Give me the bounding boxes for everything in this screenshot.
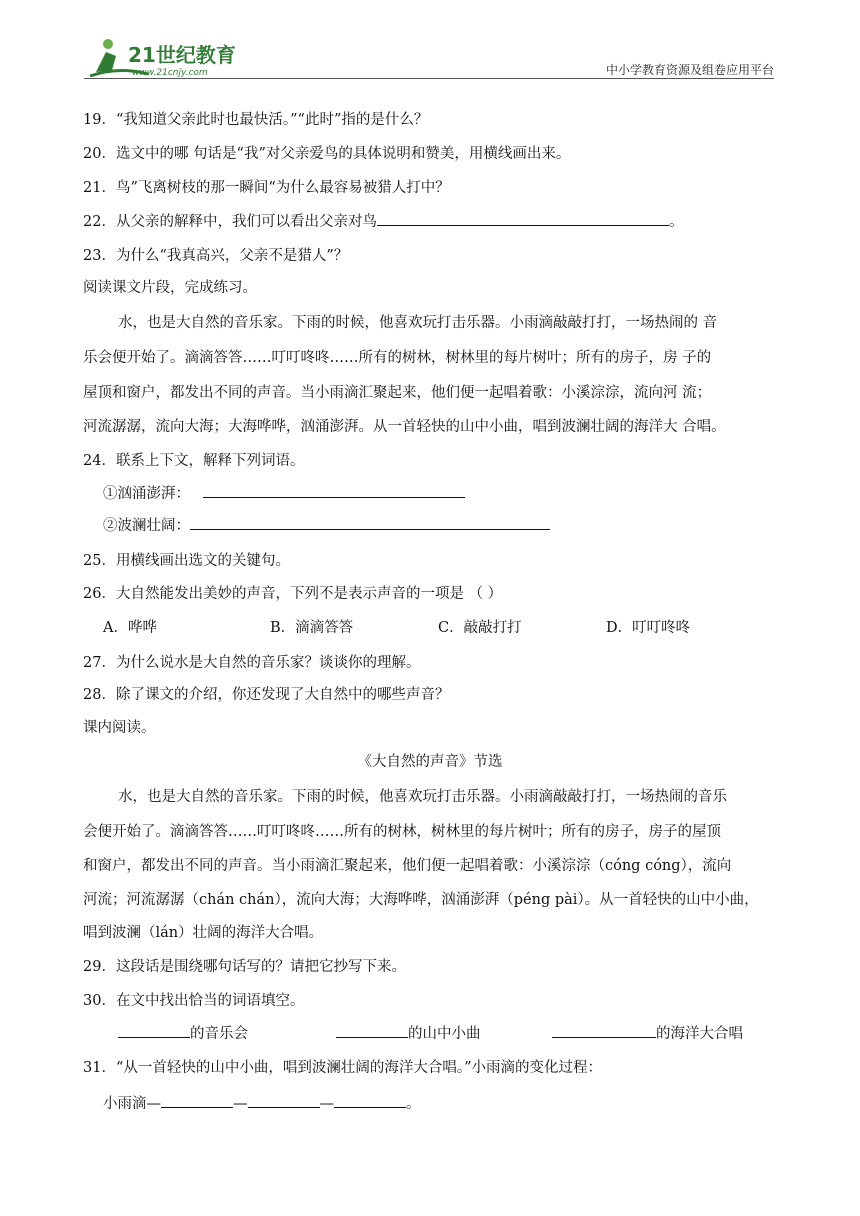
fill-blank-3 bbox=[552, 1022, 743, 1043]
answer-blank[interactable] bbox=[118, 1023, 190, 1038]
question-29: 29．这段话是围绕哪句话写的？请把它抄写下来。 bbox=[83, 959, 406, 975]
logo-icon bbox=[88, 36, 258, 80]
question-19: 19．“我知道父亲此时也最快活。”“此时”指的是什么？ bbox=[83, 112, 429, 128]
logo-text: 21世纪教育 bbox=[128, 43, 236, 67]
question-20: 20．选文中的哪 句话是“我”对父亲爱鸟的具体说明和赞美，用横线画出来。 bbox=[83, 146, 571, 162]
answer-blank[interactable] bbox=[377, 211, 669, 226]
question-30: 30．在文中找出恰当的词语填空。 bbox=[83, 993, 305, 1009]
option-c[interactable]: C．敲敲打打 bbox=[438, 620, 522, 636]
answer-blank[interactable] bbox=[336, 1023, 408, 1038]
question-25: 25．用横线画出选文的关键句。 bbox=[83, 553, 290, 569]
question-28: 28．除了课文的介绍，你还发现了大自然中的哪些声音？ bbox=[83, 687, 450, 703]
passage-1-line: 乐会便开始了。滴滴答答……叮叮咚咚……所有的树林，树林里的每片树叶；所有的房子，房 子的 bbox=[83, 350, 712, 366]
answer-blank[interactable] bbox=[552, 1023, 656, 1038]
question-24-item-1 bbox=[103, 482, 465, 503]
reading-intro-1: 阅读课文片段，完成练习。 bbox=[83, 280, 257, 296]
item-label: ①汹涌澎湃： bbox=[103, 486, 190, 502]
question-27: 27．为什么说水是大自然的音乐家？谈谈你的理解。 bbox=[83, 655, 421, 671]
option-d[interactable]: D．叮叮咚咚 bbox=[606, 620, 691, 636]
passage-1-line: 河流潺潺，流向大海；大海哗哗，汹涌澎湃。从一首轻快的山中小曲，唱到波澜壮阔的海洋大 合唱。 bbox=[83, 419, 726, 435]
passage-title: 《大自然的声音》节选 bbox=[357, 754, 503, 770]
fill-label: 的山中小曲 bbox=[408, 1026, 481, 1042]
fill-blank-2 bbox=[336, 1022, 481, 1043]
logo-url: www.21cnjy.com bbox=[132, 68, 208, 78]
fill-label: 的音乐会 bbox=[190, 1026, 248, 1042]
platform-name: 中小学教育资源及组卷应用平台 bbox=[605, 63, 774, 77]
question-24-item-2 bbox=[103, 514, 550, 535]
chain-sep: — bbox=[233, 1096, 248, 1112]
answer-blank[interactable] bbox=[203, 483, 465, 498]
passage-1-line: 水，也是大自然的音乐家。下雨的时候，他喜欢玩打击乐器。小雨滴敲敲打打，一场热闹的 音 bbox=[118, 315, 718, 331]
reading-intro-2: 课内阅读。 bbox=[83, 720, 156, 736]
header-divider bbox=[84, 78, 774, 79]
chain-start: 小雨滴— bbox=[103, 1096, 161, 1112]
page-header bbox=[0, 0, 860, 82]
passage-1-line: 屋顶和窗户，都发出不同的声音。当小雨滴汇聚起来，他们便一起唱着歌：小溪淙淙，流向河 流； bbox=[83, 385, 712, 401]
chain-end: 。 bbox=[406, 1096, 421, 1112]
item-label: ②波澜壮阔： bbox=[103, 518, 190, 534]
passage-2-line: 会便开始了。滴滴答答……叮叮咚咚……所有的树林，树林里的每片树叶；所有的房子，房子的屋顶 bbox=[83, 824, 721, 840]
question-21: 21．鸟”飞离树枝的那一瞬间“为什么最容易被猎人打中？ bbox=[83, 180, 450, 196]
answer-blank[interactable] bbox=[334, 1093, 406, 1108]
question-22-end: 。 bbox=[668, 214, 684, 230]
answer-blank[interactable] bbox=[248, 1093, 320, 1108]
question-26: 26．大自然能发出美妙的声音，下列不是表示声音的一项是 （ ） bbox=[83, 586, 503, 602]
question-23: 23．为什么“我真高兴，父亲不是猎人”？ bbox=[83, 248, 349, 264]
option-b[interactable]: B．滴滴答答 bbox=[270, 620, 354, 636]
question-22 bbox=[83, 210, 683, 231]
fill-label: 的海洋大合唱 bbox=[656, 1026, 743, 1042]
fill-blank-1 bbox=[118, 1022, 248, 1043]
passage-2-line: 和窗户，都发出不同的声音。当小雨滴汇聚起来，他们便一起唱着歌：小溪淙淙（cóng cóng），流向 bbox=[83, 858, 732, 874]
question-22-text: 22．从父亲的解释中，我们可以看出父亲对鸟 bbox=[83, 214, 377, 230]
passage-2-line: 水，也是大自然的音乐家。下雨的时候，他喜欢玩打击乐器。小雨滴敲敲打打，一场热闹的音乐 bbox=[118, 789, 727, 805]
option-a[interactable]: A．哗哗 bbox=[103, 620, 157, 636]
passage-2-line: 唱到波澜（lán）壮阔的海洋大合唱。 bbox=[83, 925, 324, 941]
question-31: 31．“从一首轻快的山中小曲，唱到波澜壮阔的海洋大合唱。”小雨滴的变化过程： bbox=[83, 1060, 603, 1076]
chain-sep: — bbox=[319, 1096, 334, 1112]
passage-2-line: 河流；河流潺潺（chán chán），流向大海；大海哗哗，汹涌澎湃（péng pài）。从一首轻快的山中小曲， bbox=[83, 892, 759, 908]
question-31-chain bbox=[103, 1092, 421, 1113]
answer-blank[interactable] bbox=[161, 1093, 233, 1108]
answer-blank[interactable] bbox=[190, 515, 550, 530]
question-24: 24．联系上下文，解释下列词语。 bbox=[83, 453, 305, 469]
